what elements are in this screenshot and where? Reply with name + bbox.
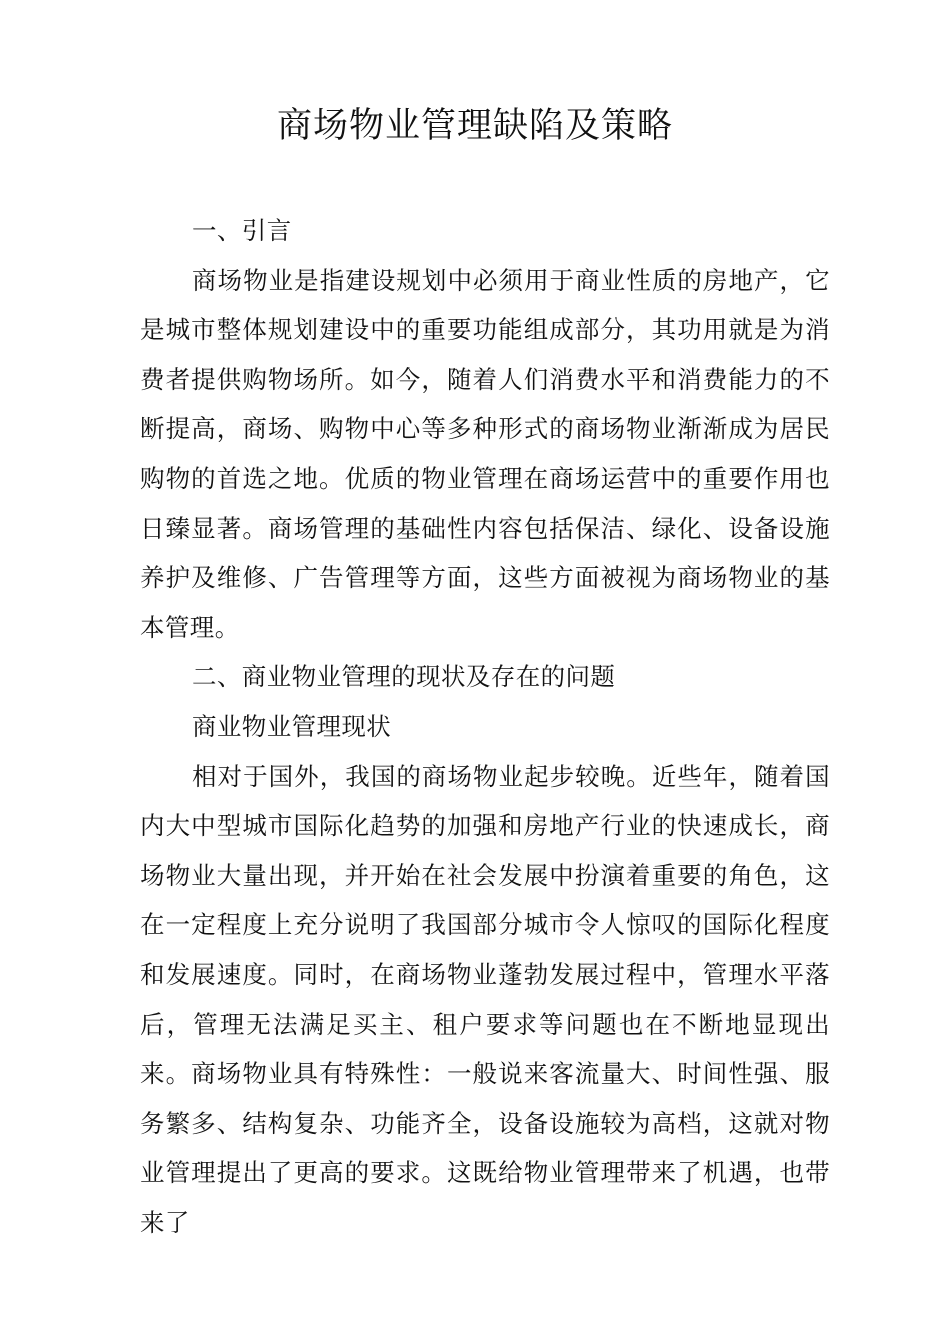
section-heading-status: 二、商业物业管理的现状及存在的问题	[192, 662, 616, 692]
document-title: 商场物业管理缺陷及策略	[276, 106, 673, 146]
paragraph-status: 相对于国外，我国的商场物业起步较晚。近些年，随着国内大中型城市国际化趋势的加强和房地产行业的快速成长，商场物业大量出现，并开始在社会发展中扮演着重要的角色，这在一定程度上充分说明了我国部分城市令人惊叹的国际化程度和发展速度。同时，在商场物业蓬勃发展过程中，管理水平落后，管理无法满足买主、租户要求等问题也在不断地显现出来。商场物业具有特殊性：一般说来客流量大、时间性强、服务繁多、结构复杂、功能齐全，设备设施较为高档，这就对物业管理提出了更高的要求。这既给物业管理带来了机遇，也带来了	[140, 761, 830, 1237]
paragraph-intro: 商场物业是指建设规划中必须用于商业性质的房地产，它是城市整体规划建设中的重要功能组成部分，其功用就是为消费者提供购物场所。如今，随着人们消费水平和消费能力的不断提高，商场、购物中心等多种形式的商场物业渐渐成为居民购物的首选之地。优质的物业管理在商场运营中的重要作用也日臻显著。商场管理的基础性内容包括保洁、绿化、设备设施养护及维修、广告管理等方面，这些方面被视为商场物业的基本管理。	[140, 265, 830, 642]
document-body	[140, 206, 830, 1247]
subsection-heading-status: 商业物业管理现状	[192, 711, 392, 741]
section-heading-intro: 一、引言	[192, 216, 292, 245]
